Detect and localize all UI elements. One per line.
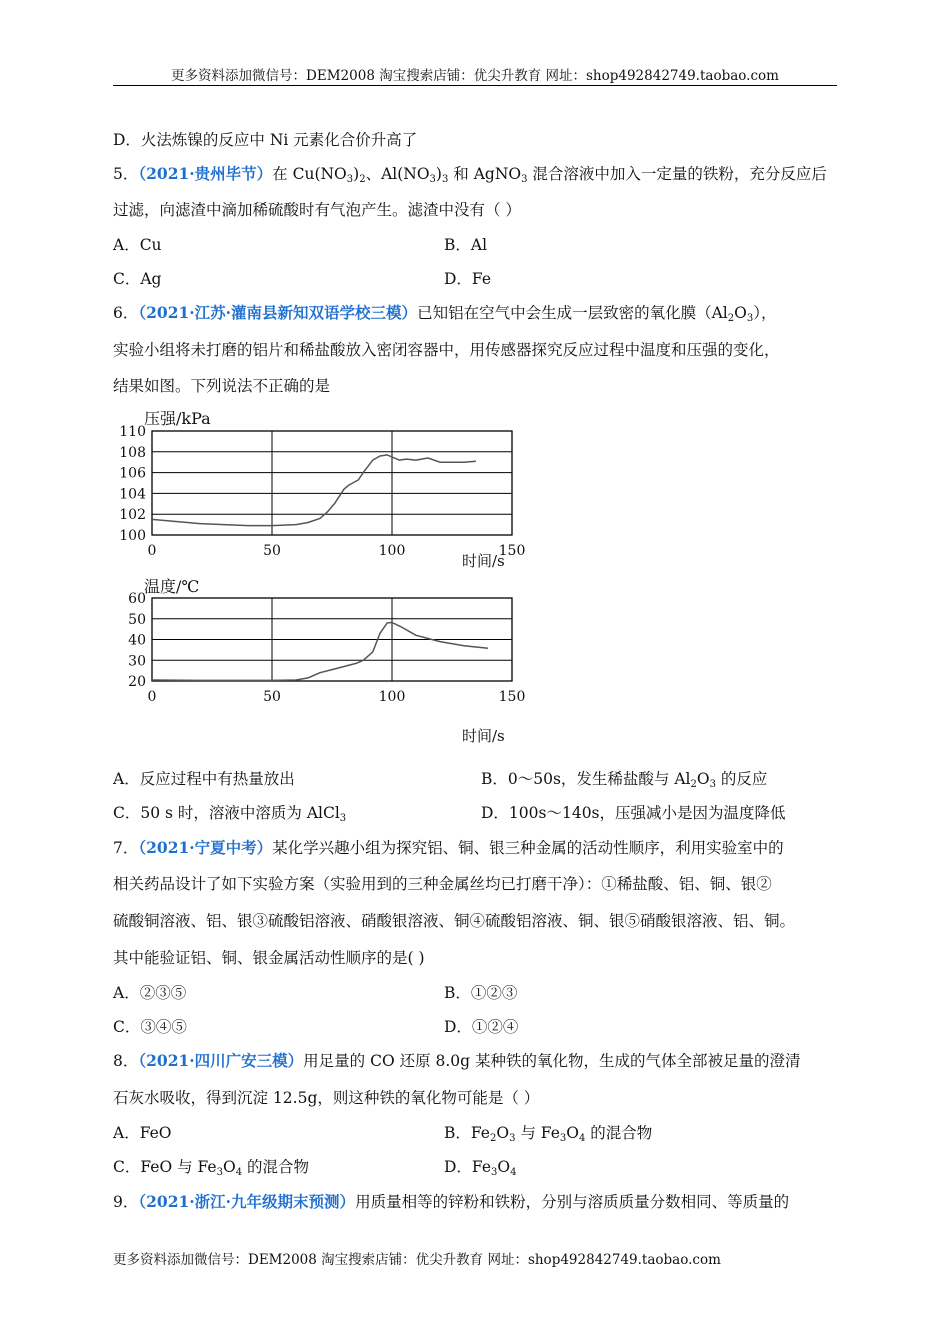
x-tick-label: 100 bbox=[378, 543, 406, 559]
q8-stem-line2: 石灰水吸收，得到沉淀 12.5g，则这种铁的氧化物可能是（ ） bbox=[113, 1089, 540, 1107]
q7-source: （2021·宁夏中考） bbox=[138, 838, 273, 857]
q5-stem: 5．（2021·贵州毕节）在 $Cu(NO_3)_2$、$Al(NO_3)_3$ 和 AgNO$_3$ 混合溶液中加入一定量的铁粉，充分反应后 bbox=[113, 164, 827, 185]
q7-stem-line3: 硫酸铜溶液、铝、银③硫酸铝溶液、硝酸银溶液、铜④硫酸铝溶液、铜、银⑤硝酸银溶液、铝、铜。 bbox=[113, 912, 796, 930]
q6-charts bbox=[110, 400, 550, 750]
q8-option-a: A．FeO bbox=[113, 1124, 172, 1142]
q6-option-b: B．0～50s，发生稀盐酸与 $Al_2O_3$ 的反应 bbox=[481, 770, 768, 790]
q9-stem: 9．（2021·浙江·九年级期末预测）用质量相等的锌粉和铁粉，分别与溶质质量分数相同、等质量的 bbox=[113, 1192, 790, 1211]
q4-option-d: D．火法炼镍的反应中 Ni 元素化合价升高了 bbox=[113, 131, 418, 149]
pressure-chart bbox=[119, 409, 525, 570]
chart-title: 压强/kPa bbox=[144, 409, 211, 428]
q7-option-c: C．③④⑤ bbox=[113, 1018, 187, 1036]
q6-option-c: C．50 s 时，溶液中溶质为 AlCl$_3$ bbox=[113, 804, 347, 824]
temperature-chart bbox=[128, 577, 525, 745]
q7-stem-line2: 相关药品设计了如下实验方案（实验用到的三种金属丝均已打磨干净）：①稀盐酸、铝、铜、银② bbox=[113, 875, 772, 893]
q8-option-b: B．$Fe_2O_3$ 与 $Fe_3O_4$ 的混合物 bbox=[444, 1124, 653, 1144]
q5-option-c: C．Ag bbox=[113, 270, 162, 288]
q5-source: （2021·贵州毕节） bbox=[138, 164, 273, 183]
q5-option-a: A．Cu bbox=[113, 236, 162, 254]
y-tick-label: 104 bbox=[119, 486, 146, 503]
q9-source: （2021·浙江·九年级期末预测） bbox=[138, 1192, 356, 1211]
y-tick-label: 110 bbox=[119, 424, 146, 440]
q7-stem-line4: 其中能验证铝、铜、银金属活动性顺序的是( ) bbox=[113, 949, 425, 967]
q7-stem: 7．（2021·宁夏中考）某化学兴趣小组为探究铝、铜、银三种金属的活动性顺序，利用实验室中的 bbox=[113, 838, 784, 857]
q8-stem: 8．（2021·四川广安三模）用足量的 CO 还原 8.0g 某种铁的氧化物，生成的气体全部被足量的澄清 bbox=[113, 1051, 801, 1070]
y-tick-label: 106 bbox=[119, 465, 146, 482]
q7-option-b: B．①②③ bbox=[444, 984, 518, 1002]
x-tick-label: 50 bbox=[263, 543, 281, 559]
y-tick-label: 40 bbox=[128, 632, 146, 649]
q6-option-d: D．100s～140s，压强减小是因为温度降低 bbox=[481, 804, 786, 822]
y-tick-label: 20 bbox=[128, 674, 146, 690]
y-tick-label: 30 bbox=[128, 653, 146, 670]
q6-stem-line2: 实验小组将未打磨的铝片和稀盐酸放入密闭容器中，用传感器探究反应过程中温度和压强的变化， bbox=[113, 341, 780, 359]
q8-option-d: D．$Fe_3O_4$ bbox=[444, 1158, 517, 1178]
x-tick-label: 150 bbox=[498, 689, 526, 705]
x-tick-label: 150 bbox=[498, 543, 526, 559]
q6-option-a: A．反应过程中有热量放出 bbox=[113, 770, 295, 788]
x-axis-label: 时间/s bbox=[462, 552, 505, 570]
x-tick-label: 0 bbox=[147, 543, 157, 559]
x-axis-label: 时间/s bbox=[462, 727, 505, 745]
x-tick-label: 0 bbox=[147, 689, 157, 705]
page-header: 更多资料添加微信号：DEM2008 淘宝搜索店铺：优尖升教育 网址：shop492842749.taobao.com bbox=[171, 68, 779, 84]
q5-option-d: D．Fe bbox=[444, 270, 492, 288]
q7-option-d: D．①②④ bbox=[444, 1018, 519, 1036]
series-line bbox=[152, 623, 488, 681]
y-tick-label: 100 bbox=[119, 528, 146, 544]
q5-option-b: B．Al bbox=[444, 236, 488, 254]
q6-stem: 6．（2021·江苏·灌南县新知双语学校三模）已知铝在空气中会生成一层致密的氧化膜$(Al_2O_3)$， bbox=[113, 303, 777, 324]
q6-stem-line3: 结果如图。下列说法不正确的是 bbox=[113, 377, 331, 395]
x-tick-label: 50 bbox=[263, 689, 281, 705]
series-line bbox=[152, 455, 476, 526]
q6-source: （2021·江苏·灌南县新知双语学校三模） bbox=[138, 303, 418, 322]
chart-title: 温度/℃ bbox=[144, 577, 200, 596]
y-tick-label: 60 bbox=[128, 591, 146, 607]
y-tick-label: 102 bbox=[119, 507, 146, 524]
x-tick-label: 100 bbox=[378, 689, 406, 705]
y-tick-label: 50 bbox=[128, 611, 146, 628]
q8-option-c: C．FeO 与 $Fe_3O_4$ 的混合物 bbox=[113, 1158, 309, 1178]
y-tick-label: 108 bbox=[119, 444, 146, 461]
q7-option-a: A．②③⑤ bbox=[113, 984, 187, 1002]
header-rule bbox=[113, 85, 837, 86]
plot-frame bbox=[152, 431, 512, 535]
page-footer: 更多资料添加微信号：DEM2008 淘宝搜索店铺：优尖升教育 网址：shop492842749.taobao.com bbox=[113, 1252, 721, 1268]
q8-source: （2021·四川广安三模） bbox=[138, 1051, 304, 1070]
q5-stem-line2: 过滤，向滤渣中滴加稀硫酸时有气泡产生。滤渣中没有（ ） bbox=[113, 201, 521, 219]
